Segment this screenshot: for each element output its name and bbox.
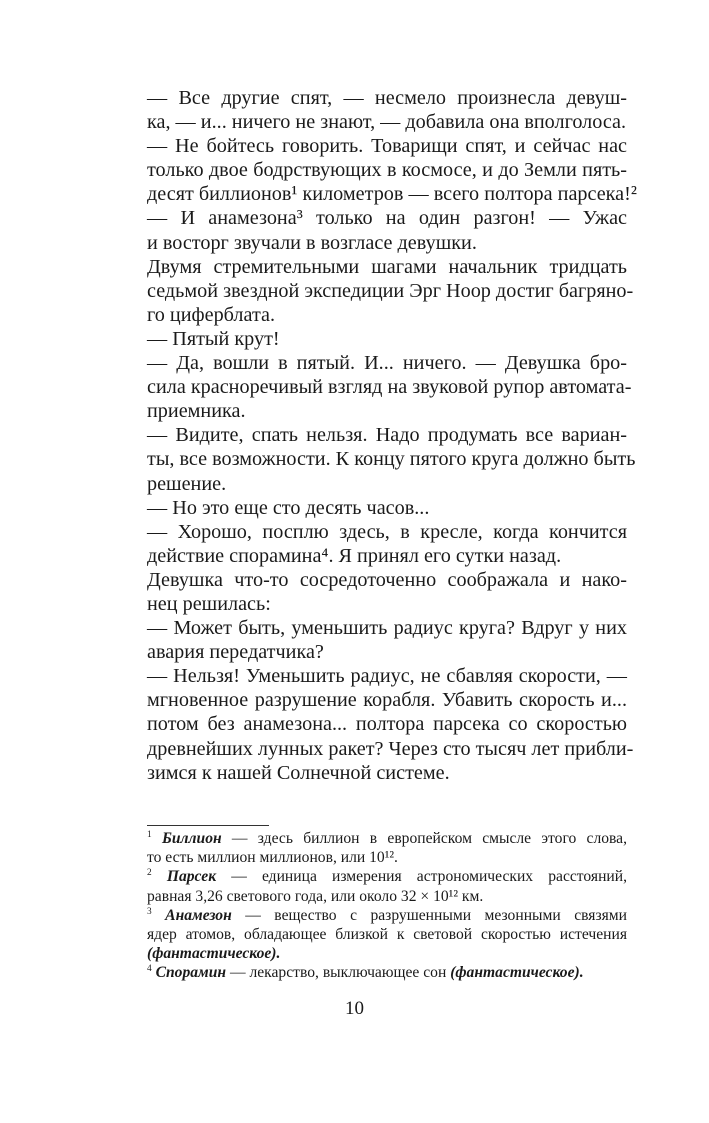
footnote-term: Спорамин [155,964,227,982]
footnote-line [147,867,627,886]
footnote-line [147,829,627,848]
text-line: древнейших лунных ракет? Через сто тысяч лет прибли- [147,737,634,760]
footnote-term: Анамезон [165,906,232,924]
text-line: авария передатчика? [147,641,324,664]
text-line: решение. [147,472,227,495]
text-line: зимся к нашей Солнечной системе. [147,761,450,784]
footnote-text: — вещество с разрушенными мезонными связями [231,906,627,924]
footnote-number: 1 [147,829,152,840]
text-line: — Нельзя! Уменьшить радиус, не сбавляя скорости, — [147,665,627,688]
footnote-number: 4 [147,964,152,975]
footnote-line: равная 3,26 светового года, или около 32 × 10¹² км. [147,887,484,905]
footnote-term: Биллион [161,830,222,847]
text-line: — Не бойтесь говорить. Товарищи спят, и сейчас нас [147,135,627,158]
text-line: Девушка что-то сосредоточенно соображала и нако- [147,568,627,591]
footnote-line: ядер атомов, обладающее близкой к световой скоростью истечения [147,925,627,943]
text-line: го циферблата. [147,303,276,326]
text-line: седьмой звездной экспедиции Эрг Ноор достиг багряно- [147,279,634,302]
footnote-text: — единица измерения астрономических расстояний, [216,868,627,886]
text-line: — Хорошо, посплю здесь, в кресле, когда кончится [147,520,627,543]
body-text [147,86,637,785]
text-line: мгновенное разрушение корабля. Убавить скорость и... [147,689,627,712]
text-line: только двое бодрствующих в космосе, и до Земли пять- [147,159,627,182]
footnote-note: (фантастическое). [450,964,584,982]
text-line: — Пятый крут! [147,327,280,350]
text-line: и восторг звучали в возгласе девушки. [147,231,477,254]
text-line: действие спорамина⁴. Я принял его сутки назад. [147,544,562,567]
text-line: Двумя стремительными шагами начальник тридцать [147,255,627,278]
text-line: — Может быть, уменьшить радиус круга? Вдруг у них [147,617,627,640]
text-line: — Да, вошли в пятый. И... ничего. — Девушка бро- [147,352,627,375]
footnote-line [147,963,627,982]
page-number: 10 [345,998,364,1019]
footnote-number: 3 [147,906,152,917]
text-line: ты, все возможности. К концу пятого круга должно быть [147,448,636,471]
text-line: десят биллионов¹ километров — всего полтора парсека!² [147,183,637,206]
text-line: нец решилась: [147,592,271,615]
footnote-text: — лекарство, выключающее сон [226,964,451,982]
footnote-text: — здесь биллион в европейском смысле этого слова, [221,830,627,847]
text-line: приемника. [147,400,246,423]
text-line: — Видите, спать нельзя. Надо продумать все вариан- [147,424,627,447]
footnote-number: 2 [147,868,152,879]
text-line: — Но это еще сто десять часов... [147,496,430,519]
text-line: — И анамезона³ только на один разгон! — Ужас [147,207,627,230]
footnote-line [147,944,627,963]
footnote-line [147,906,627,925]
text-line: — Все другие спят, — несмело произнесла девуш- [147,87,627,109]
footnote-term: Парсек [166,868,217,886]
text-line: потом без анамезона... полтора парсека со скоростью [147,713,627,736]
footnote-line: то есть миллион миллионов, или 10¹². [147,849,398,867]
footnotes [147,829,627,983]
footnote-divider [147,825,269,826]
footnote-note: (фантастическое). [147,945,281,963]
text-line: сила красноречивый взгляд на звуковой рупор автомата- [147,376,632,399]
text-line: ка, — и... ничего не знают, — добавила она вполголоса. [147,111,627,134]
